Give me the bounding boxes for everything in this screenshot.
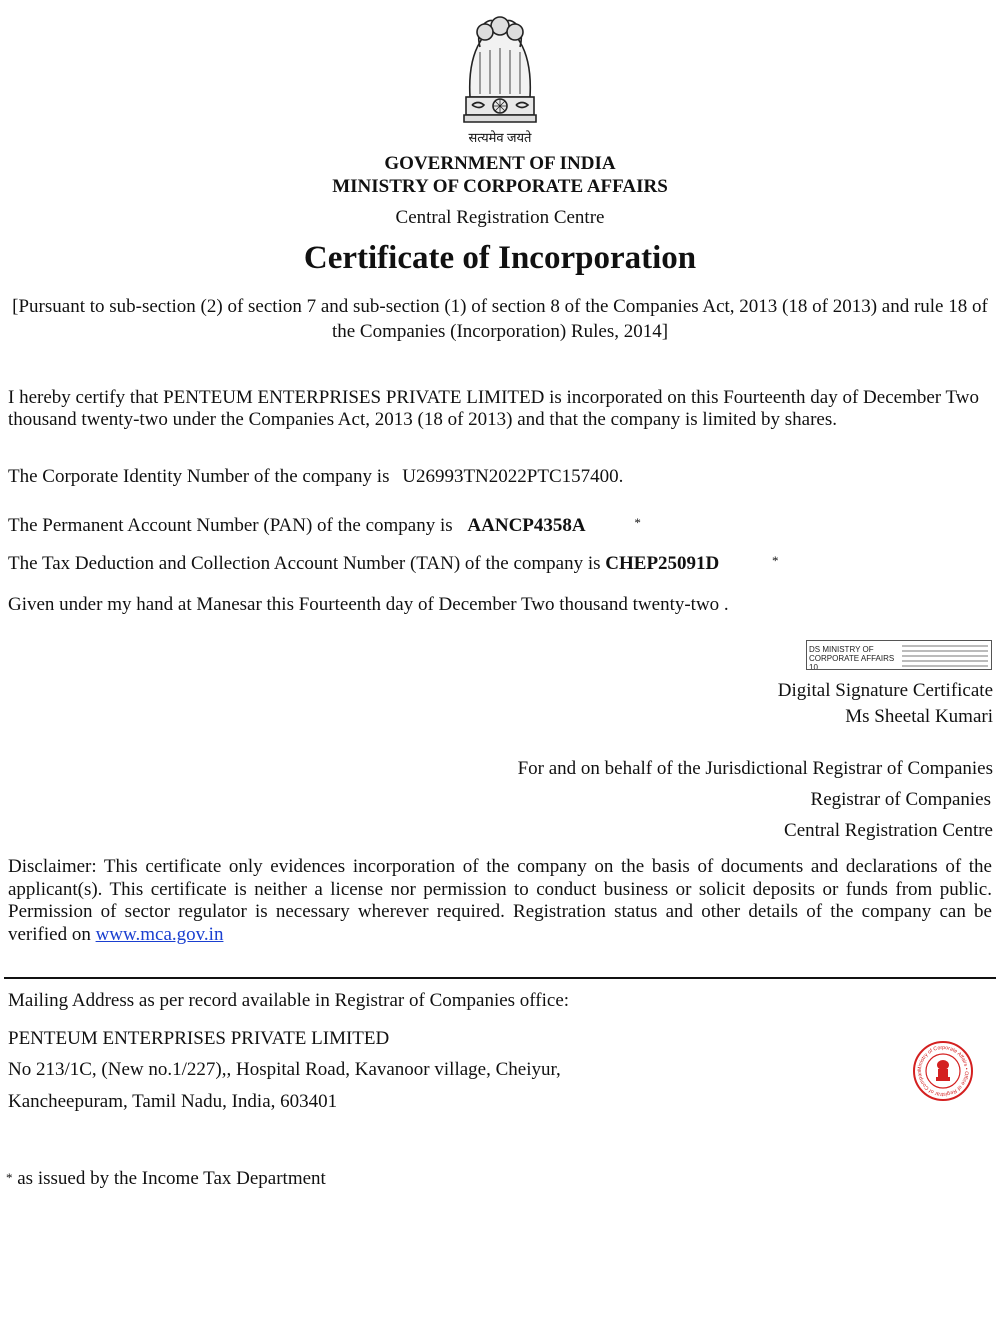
certificate-title: Certificate of Incorporation [303, 240, 697, 276]
pan-value: AANCP4358A [467, 515, 586, 536]
registrar-seal-icon [912, 1040, 974, 1102]
pursuant-clause: [Pursuant to sub-section (2) of section 7 and sub-section (1) of section 8 of the Companies Act, 2013 (18 of 2013) and rule 18 of the Companies (Incorporation) Rules, 2014] [12, 296, 988, 342]
dsc-label: Digital Signature Certificate [777, 680, 993, 701]
svg-text:Ministry of Corporate Affairs: Ministry of Corporate Affairs • Office of Registrar of Compan [916, 1044, 970, 1098]
dsc-stamp-text [809, 645, 899, 670]
certify-statement: I hereby certify that PENTEUM ENTERPRISES PRIVATE LIMITED is incorporated on this Fourteenth day of December Two thousand twenty-two under the Companies Act, 2013 (18 of 2013) and that the company is limited by shares. [8, 387, 980, 430]
signer-name: Ms Sheetal Kumari [845, 706, 993, 727]
government-header [0, 152, 1000, 198]
dsc-stamp-line-1: DS MINISTRY OF [809, 645, 874, 654]
section-divider [4, 977, 996, 979]
tan-footnote-mark: * [772, 553, 779, 568]
pan-line [8, 512, 992, 537]
mailing-company: PENTEUM ENTERPRISES PRIVATE LIMITED [8, 1028, 390, 1049]
mca-website-link[interactable]: www.mca.gov.in [95, 923, 224, 945]
pan-label: The Permanent Account Number (PAN) of the company is [8, 515, 453, 536]
cin-value: U26993TN2022PTC157400. [402, 466, 624, 487]
tan-line [8, 550, 992, 575]
mailing-heading-text: Mailing Address as per record available in Registrar of Companies office: [8, 990, 570, 1011]
national-emblem-icon [450, 2, 550, 130]
digital-signature-stamp [806, 640, 992, 670]
footnote-mark: * [6, 1170, 13, 1185]
mailing-heading [8, 990, 569, 1012]
cin-label: The Corporate Identity Number of the company is [8, 466, 390, 487]
behalf-line: For and on behalf of the Jurisdictional Registrar of Companies [517, 758, 993, 779]
gov-line-2: MINISTRY OF CORPORATE AFFAIRS [332, 176, 668, 197]
disclaimer [8, 856, 992, 946]
mailing-address-2: Kancheepuram, Tamil Nadu, India, 603401 [8, 1091, 338, 1112]
disclaimer-text: Disclaimer: This certificate only evidences incorporation of the company on the basis of documents and declarations of the applicant(s). This certificate is neither a license nor permission to conduct business or solicit deposits or funds from public. Permission of sector regulator is necessary wherever required. Registration status and other details of the company can be verified on [8, 856, 992, 945]
dsc-fine-print [902, 642, 990, 668]
cin-line [8, 466, 992, 488]
emblem-motto: सत्यमेव जयते [468, 130, 532, 145]
gov-line-1: GOVERNMENT OF INDIA [384, 153, 616, 174]
tan-label: The Tax Deduction and Collection Account Number (TAN) of the company is [8, 553, 601, 574]
mailing-address-1: No 213/1C, (New no.1/227),, Hospital Road, Kavanoor village, Cheiyur, [8, 1059, 561, 1080]
centre-line: Central Registration Centre [784, 820, 993, 841]
pan-footnote-mark: * [634, 515, 641, 530]
footnote [6, 1168, 326, 1190]
registrar-line: Registrar of Companies [810, 789, 991, 810]
footnote-text: as issued by the Income Tax Department [12, 1168, 326, 1189]
given-statement: Given under my hand at Manesar this Fourteenth day of December Two thousand twenty-two . [8, 594, 729, 615]
tan-value: CHEP25091D [605, 553, 720, 574]
registration-centre: Central Registration Centre [395, 207, 605, 228]
dsc-stamp-line-2: CORPORATE AFFAIRS 10 [809, 654, 895, 670]
